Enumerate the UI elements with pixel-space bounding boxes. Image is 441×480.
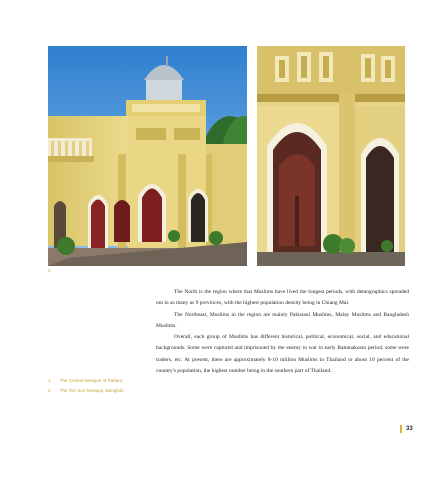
body-text [156,287,409,377]
figure-marker: 2 [48,268,51,273]
photo-central-mosque-pattani [48,46,247,266]
captions [48,376,152,396]
caption-number: 2 [48,388,51,393]
caption-text: The Ton Son Mosque, Bangkok [59,388,124,393]
caption-number: 1 [48,378,51,383]
paragraph-north: The North is the region where that Muslims have lived the longest periods, with demographics spreaded out in as many as 9 provinces, with the highest population density being in Chiang Mai. [156,289,409,307]
paragraph-overall: Overall, each group of Muslims has different historical, political, economical, social, and educational backgrounds. Some were captured and imprisoned by the enemy in war in early Rattanakosin period, some were traders, etc. At present, there are approximately 8-10 million Muslims in Thailand or about 10 percent of the country's population, the highest number being in the southern part of Thailand. [156,334,409,375]
mosque-arched-doorways-photo [257,46,405,266]
photo-ton-son-mosque [257,46,405,266]
caption-text: The Central Mosque of Pattani [59,378,122,383]
paragraph-northeast: The Northeast, Muslims in the region are mainly Pakistani Muslims, Malay Muslims and Bangladesh Muslims. [156,311,409,329]
page-number: 33 [400,425,413,433]
caption-1 [48,376,152,386]
mosque-exterior-photo [48,46,247,266]
caption-2 [48,386,152,396]
